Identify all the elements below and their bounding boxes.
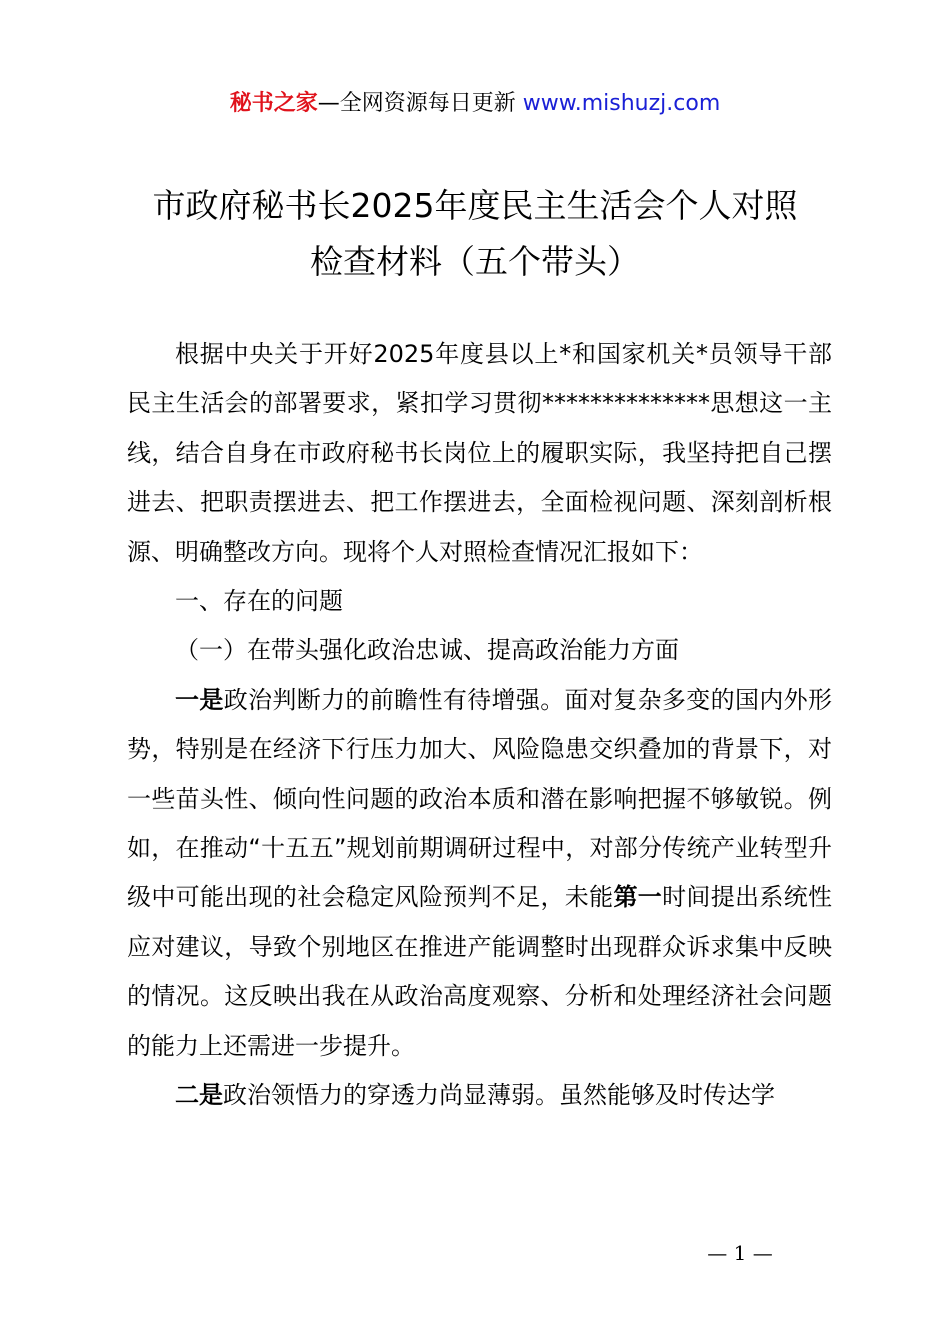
point-one-emphasis: 第一: [613, 883, 663, 912]
title-line-1: 市政府秘书长2025年度民主生活会个人对照: [152, 186, 798, 225]
point-two-lead: 二是: [175, 1081, 223, 1110]
brand-name: 秘书之家: [229, 91, 318, 116]
point-one-text-a: 政治判断力的前瞻性有待增强。面对复杂多变的国内外形势，特别是在经济下行压力加大、风险隐患交织叠加的背景下，对一些苗头性、倾向性问题的政治本质和潜在影响把握不够敏锐。例如，在推动“十五五”规划前期调研过程中，对部分传统产业转型升级中可能出现的社会稳定风险预判不足，未能: [127, 685, 833, 912]
intro-paragraph: 根据中央关于开好2025年度县以上*和国家机关*员领导干部民主生活会的部署要求，紧扣学习贯彻**************思想这一主线，结合自身在市政府秘书长岗位上的履职实际，我坚持把自己摆进去、把职责摆进去、把工作摆进去，全面检视问题、深刻剖析根源、明确整改方向。现将个人对照检查情况汇报如下：: [127, 340, 832, 566]
document-body: [127, 330, 832, 1121]
site-header: [0, 86, 950, 122]
subsection-heading: （一）在带头强化政治忠诚、提高政治能力方面: [175, 636, 679, 665]
site-url[interactable]: www.mishuzj.com: [522, 91, 721, 116]
point-one-paragraph: [127, 676, 832, 1071]
page-number: — 1 —: [707, 1241, 773, 1265]
header-tagline: —全网资源每日更新: [317, 91, 516, 116]
document-title: [0, 178, 950, 290]
point-one-text-b: 时间提出系统性应对建议，导致个别地区在推进产能调整时出现群众诉求集中反映的情况。这反映出我在从政治高度观察、分析和处理经济社会问题的能力上还需进一步提升。: [127, 883, 833, 1060]
section-heading: 一、存在的问题: [175, 587, 343, 616]
point-two-paragraph: [127, 1071, 832, 1120]
point-one-lead: 一是: [175, 685, 224, 714]
title-line-2: 检查材料（五个带头）: [310, 242, 640, 281]
point-two-text: 政治领悟力的穿透力尚显薄弱。虽然能够及时传达学: [223, 1081, 775, 1110]
